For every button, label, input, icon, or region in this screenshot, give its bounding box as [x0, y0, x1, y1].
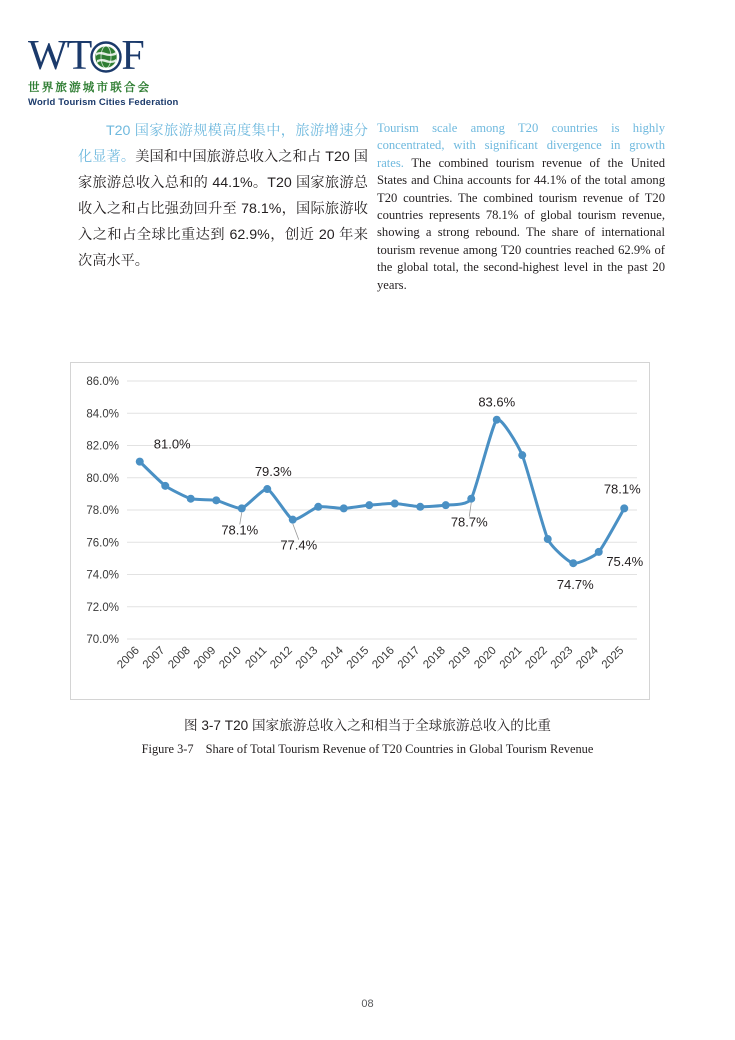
x-axis-tick-label: 2022 [523, 644, 550, 672]
data-point-marker [416, 503, 424, 511]
chart-y-axis-labels [86, 376, 119, 646]
y-axis-tick-label: 74.0% [86, 569, 119, 582]
data-point-marker [569, 559, 577, 567]
x-axis-tick-label: 2025 [599, 644, 627, 672]
x-axis-tick-label: 2014 [319, 644, 346, 672]
data-point-marker [544, 535, 552, 543]
data-point-label: 83.6% [478, 394, 516, 410]
x-axis-tick-label: 2008 [166, 644, 193, 672]
data-point-marker [365, 501, 373, 509]
logo-wordmark [28, 33, 208, 79]
wtcf-logo [28, 33, 208, 108]
chinese-body-sentence: 美国和中国旅游总收入之和占 T20 国家旅游总收入总和的 44.1%。T20 国家旅游总收入之和占比强劲回升至 78.1%，国际旅游收入之和占全球比重达到 62.9%，创近 20 年来次高水平。 [78, 149, 368, 269]
y-axis-tick-label: 70.0% [86, 634, 119, 646]
data-point-label: 78.7% [450, 514, 488, 530]
logo-chinese-name: 世界旅游城市联合会 [28, 82, 152, 94]
y-axis-tick-label: 82.0% [86, 440, 119, 453]
x-axis-tick-label: 2017 [395, 644, 423, 672]
english-lead-sentence: Tourism scale among T20 countries is highly concentrated, with significant divergence in growth rates. [377, 121, 665, 170]
data-point-label: 78.1% [603, 481, 641, 497]
logo-letter-w: W [28, 33, 67, 79]
data-point-marker [391, 500, 399, 508]
x-axis-tick-label: 2010 [217, 644, 244, 672]
data-point-marker [518, 451, 526, 459]
data-point-marker [493, 416, 501, 424]
chart-series-line [140, 419, 625, 563]
data-point-marker [595, 548, 603, 556]
data-point-marker [314, 503, 322, 511]
x-axis-tick-label: 2023 [548, 644, 576, 672]
chinese-lead-sentence: T20 国家旅游规模高度集中，旅游增速分化显著。 [78, 123, 368, 165]
figure-caption-english [0, 742, 735, 757]
data-point-marker [187, 495, 195, 503]
line-chart [71, 363, 649, 699]
data-point-marker [136, 458, 144, 466]
y-axis-tick-label: 86.0% [86, 376, 119, 388]
data-point-label: 79.3% [254, 464, 292, 480]
body-text-columns [0, 118, 735, 328]
data-point-label: 77.4% [280, 537, 318, 553]
page-number: 08 [361, 998, 374, 1010]
figure-caption-chinese: 图 3-7 T20 国家旅游总收入之和相当于全球旅游总收入的比重 [183, 718, 552, 733]
x-axis-tick-label: 2020 [472, 644, 499, 672]
x-axis-tick-label: 2021 [497, 644, 525, 672]
y-axis-tick-label: 78.0% [86, 505, 119, 517]
chart-series-markers [136, 416, 629, 568]
x-axis-tick-label: 2019 [446, 644, 474, 672]
data-point-marker [442, 501, 450, 509]
data-point-label: 74.7% [556, 577, 594, 593]
logo-english-name: World Tourism Cities Federation [28, 97, 179, 108]
y-axis-tick-label: 76.0% [86, 537, 119, 550]
x-axis-tick-label: 2009 [191, 644, 219, 672]
chinese-paragraph [78, 118, 368, 274]
x-axis-tick-label: 2016 [370, 644, 397, 672]
data-point-marker [620, 504, 628, 512]
figure-caption-text: Share of Total Tourism Revenue of T20 Countries in Global Tourism Revenue [205, 742, 594, 756]
data-point-marker [212, 496, 220, 504]
x-axis-tick-label: 2007 [140, 644, 168, 672]
x-axis-tick-label: 2015 [344, 644, 372, 672]
logo-letter-t: T [66, 33, 92, 79]
y-axis-tick-label: 84.0% [86, 408, 119, 421]
data-point-marker [340, 504, 348, 512]
chart-gridlines [127, 381, 637, 639]
x-axis-tick-label: 2018 [421, 644, 448, 672]
data-point-marker [289, 516, 297, 524]
y-axis-tick-label: 80.0% [86, 472, 119, 485]
x-axis-tick-label: 2024 [574, 644, 601, 672]
english-paragraph [377, 120, 665, 294]
x-axis-tick-label: 2013 [293, 644, 321, 672]
data-point-marker [263, 485, 271, 493]
x-axis-tick-label: 2006 [115, 644, 142, 672]
x-axis-tick-label: 2012 [268, 644, 295, 672]
data-point-marker [161, 482, 169, 490]
globe-icon [90, 41, 122, 73]
data-point-marker [238, 504, 246, 512]
logo-letter-f: F [121, 33, 144, 79]
y-axis-tick-label: 72.0% [86, 601, 119, 614]
data-point-marker [467, 495, 475, 503]
data-point-label: 81.0% [153, 436, 191, 452]
figure-number: Figure 3-7 [141, 742, 194, 756]
chart-x-axis-labels [115, 644, 626, 671]
series-line [140, 419, 625, 563]
x-axis-tick-label: 2011 [243, 644, 270, 671]
chart-container [70, 362, 650, 700]
data-point-label: 78.1% [221, 522, 259, 538]
data-point-label: 75.4% [606, 553, 644, 569]
english-body-sentence: The combined tourism revenue of the United States and China accounts for 44.1% of the total among T20 countries. The combined tourism revenue of T20 countries represents 78.1% of global tourism revenue, showing a strong rebound. The share of international tourism revenue among T20 countries reached 62.9% of the global total, the second-highest level in the past 20 years. [377, 155, 665, 292]
